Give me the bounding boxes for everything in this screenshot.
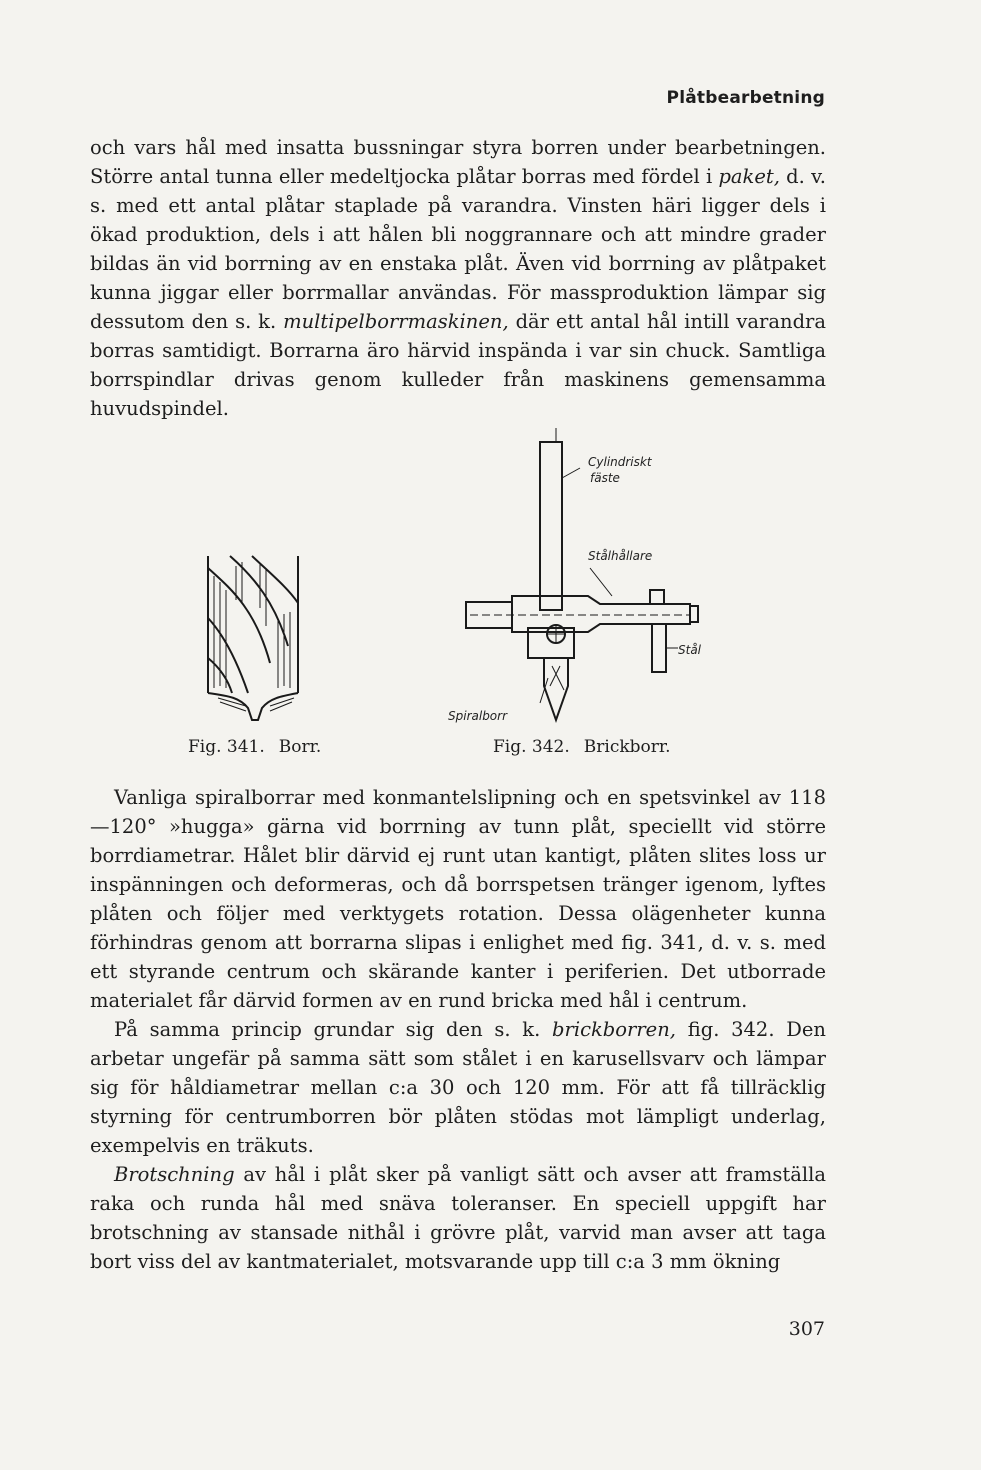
figure-342-brickborr (440, 428, 740, 728)
text-block-bottom (90, 783, 826, 1276)
label-spiralborr: Spiralborr (448, 709, 508, 723)
label-cylindriskt: Cylindriskt (588, 455, 652, 469)
label-stalhallare: Stålhållare (588, 549, 653, 563)
text-block-top (90, 133, 826, 423)
caption-fig-341: Fig. 341. Borr. (188, 737, 322, 757)
paragraph-1: och vars hål med insatta bussningar styra borren under bearbetningen. Större antal tunna eller medeltjocka plåtar borras med fördel i paket, d. v. s. med ett antal plåtar staplade på varandra. Vinsten häri ligger dels i ökad produktion, dels i att hålen bli noggrannare och att mindre grader bildas än vid borrning av en enstaka plåt. Även vid borrning av plåtpaket kunna jiggar eller borrmallar användas. För massproduktion lämpar sig dessutom den s. k. multipelborrmaskinen, där ett antal hål intill varandra borras samtidigt. Borrarna äro härvid inspända i var sin chuck. Samtliga borrspindlar drivas genom kulleder från maskinens gemensamma huvudspindel. (90, 136, 826, 420)
caption-fig-342: Fig. 342. Brickborr. (493, 737, 671, 757)
label-stal: Stål (678, 643, 702, 657)
term-brotschning: Brotschning (114, 1163, 235, 1186)
running-head: Plåtbearbetning (666, 88, 825, 108)
brickborr-illustration (440, 428, 740, 728)
term-paket: paket, (718, 165, 780, 188)
page-number: 307 (788, 1318, 825, 1340)
term-multipelborrmaskinen: multipelborrmaskinen, (283, 310, 509, 333)
paragraph-4: Brotschning av hål i plåt sker på vanligt sätt och avser att framställa raka och runda hål med snäva toleranser. En speciell uppgift har brotschning av stansade nithål i grövre plåt, varvid man avser att taga bort viss del av kantmaterialet, motsvarande upp till c:a 3 mm ökning (90, 1163, 826, 1273)
paragraph-2: Vanliga spiralborrar med konmantelslipning och en spetsvinkel av 118—120° »hugga» gärna vid borrning av tunn plåt, speciellt vid större borrdiametrar. Hålet blir därvid ej runt utan kantigt, plåten slites loss ur inspänningen och deformeras, och då borrspetsen tränger igenom, lyftes plåten och följer med verktygets rotation. Dessa olägenheter kunna förhindras genom att borrarna slipas i enlighet med fig. 341, d. v. s. med ett styrande centrum och skärande kanter i periferien. Det utborrade materialet får därvid formen av en rund bricka med hål i centrum. (90, 786, 826, 1012)
figure-341-drill (200, 548, 310, 728)
paragraph-3: På samma princip grundar sig den s. k. brickborren, fig. 342. Den arbetar ungefär på samma sätt som stålet i en karusellsvarv och lämpar sig för håldiametrar mellan c:a 30 och 120 mm. För att få tillräcklig styrning för centrumborren bör plåten stödas mot lämpligt underlag, exempelvis en träkuts. (90, 1018, 826, 1157)
label-faste: fäste (590, 471, 620, 485)
drill-illustration (200, 548, 310, 728)
term-brickborren: brickborren, (552, 1018, 676, 1041)
